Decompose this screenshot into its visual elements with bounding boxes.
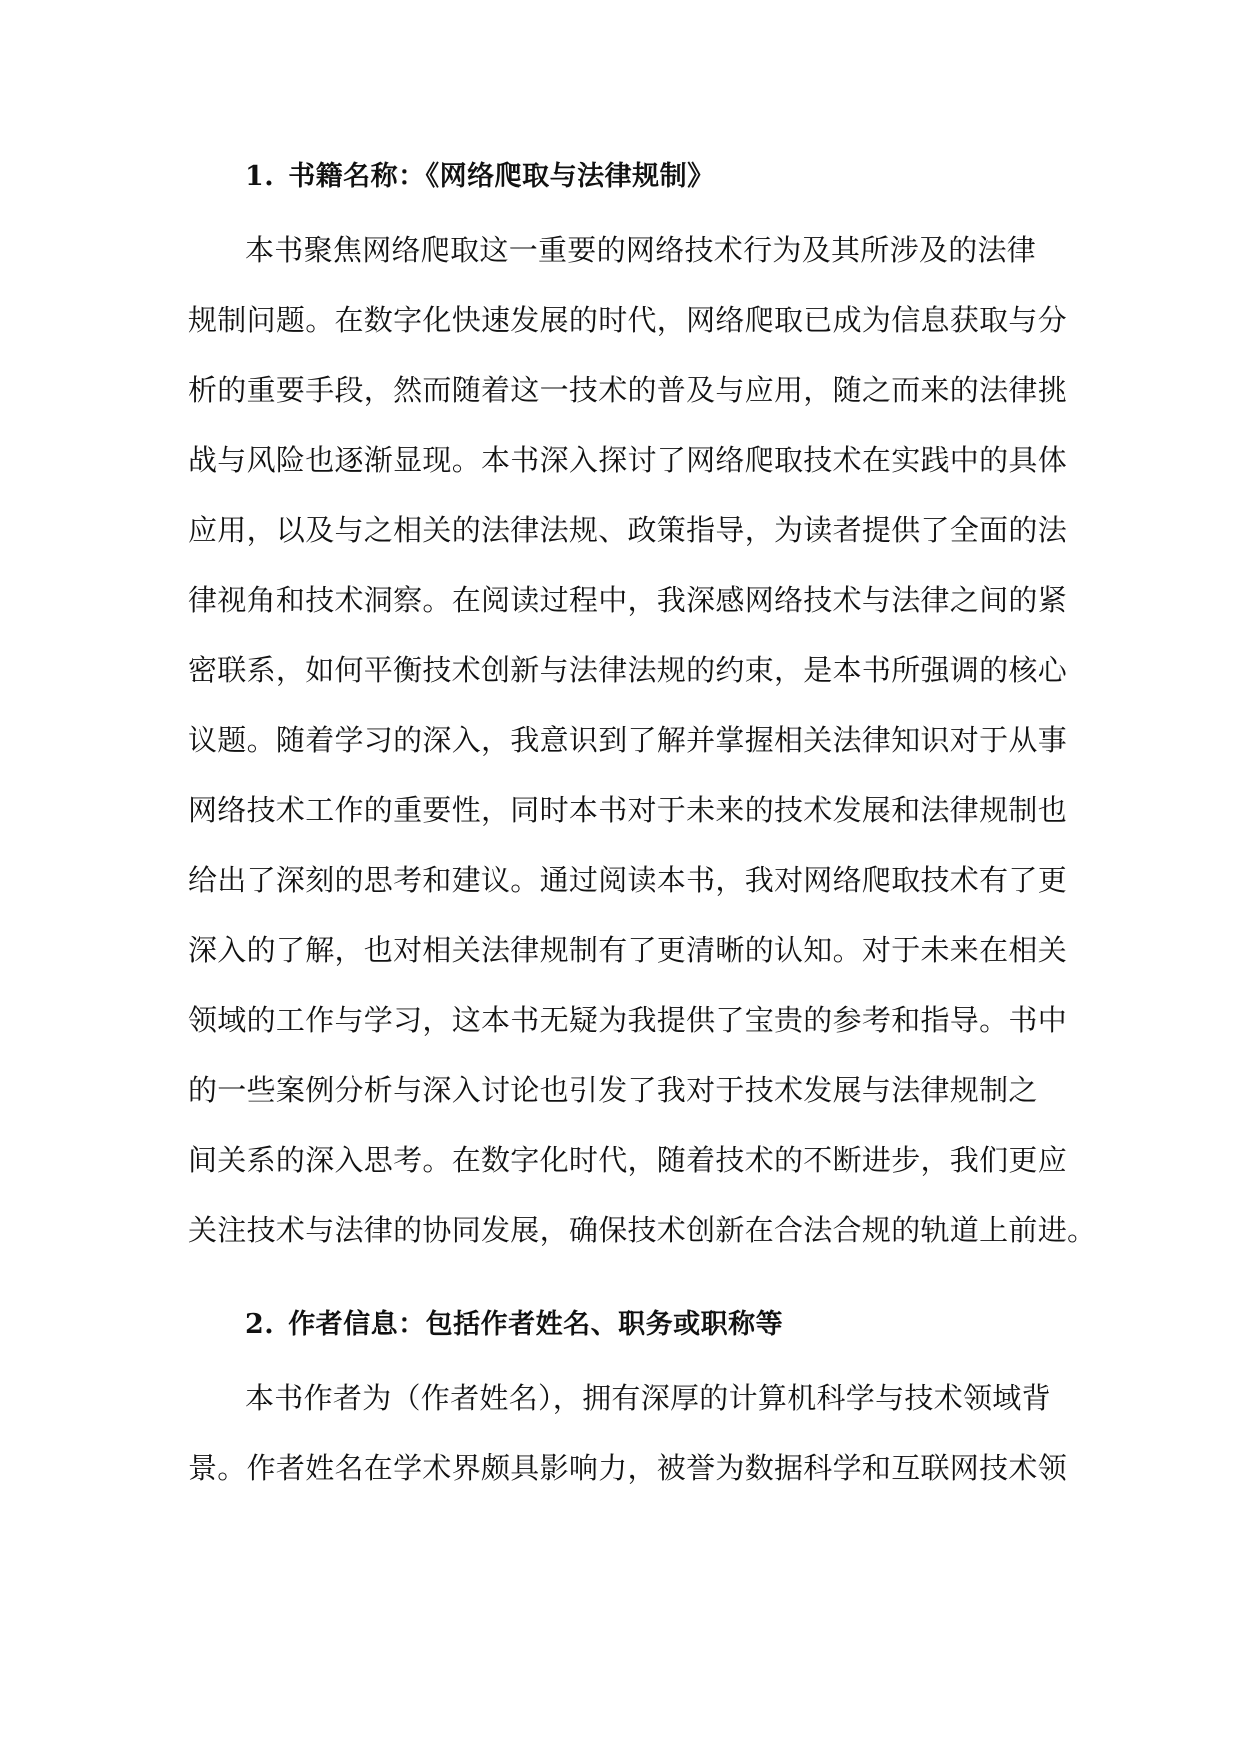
- paragraph-line: 应用，以及与之相关的法律法规、政策指导，为读者提供了全面的法: [188, 513, 1068, 547]
- paragraph-line: 议题。随着学习的深入，我意识到了解并掌握相关法律知识对于从事: [188, 723, 1068, 757]
- paragraph-line: 律视角和技术洞察。在阅读过程中，我深感网络技术与法律之间的紧: [188, 583, 1068, 617]
- paragraph-line: 领域的工作与学习，这本书无疑为我提供了宝贵的参考和指导。书中: [188, 1003, 1068, 1037]
- section-1-title: 书籍名称：《网络爬取与法律规制》: [288, 161, 715, 192]
- paragraph-line: 密联系，如何平衡技术创新与法律法规的约束，是本书所强调的核心: [188, 653, 1068, 687]
- section-2-title: 作者信息：包括作者姓名、职务或职称等: [288, 1309, 784, 1340]
- paragraph-line: 给出了深刻的思考和建议。通过阅读本书，我对网络爬取技术有了更: [188, 863, 1068, 897]
- paragraph-line: 本书作者为（作者姓名），拥有深厚的计算机科学与技术领域背: [245, 1381, 1051, 1415]
- paragraph-line: 析的重要手段，然而随着这一技术的普及与应用，随之而来的法律挑: [188, 373, 1068, 407]
- section-1-heading: [245, 154, 715, 193]
- paragraph-line: 网络技术工作的重要性，同时本书对于未来的技术发展和法律规制也: [188, 793, 1068, 827]
- section-2-heading: [245, 1302, 783, 1341]
- paragraph-line: 深入的了解，也对相关法律规制有了更清晰的认知。对于未来在相关: [188, 933, 1068, 967]
- section-1-number: 1.: [245, 161, 275, 192]
- paragraph-line: 规制问题。在数字化快速发展的时代，网络爬取已成为信息获取与分: [188, 303, 1068, 337]
- paragraph-line: 的一些案例分析与深入讨论也引发了我对于技术发展与法律规制之: [188, 1073, 1038, 1107]
- paragraph-line: 本书聚焦网络爬取这一重要的网络技术行为及其所涉及的法律: [245, 233, 1037, 267]
- paragraph-line: 景。作者姓名在学术界颇具影响力，被誉为数据科学和互联网技术领: [188, 1451, 1068, 1485]
- section-2-number: 2.: [245, 1309, 275, 1340]
- paragraph-line: 战与风险也逐渐显现。本书深入探讨了网络爬取技术在实践中的具体: [188, 443, 1068, 477]
- paragraph-line: 关注技术与法律的协同发展，确保技术创新在合法合规的轨道上前进。: [188, 1213, 1097, 1247]
- paragraph-line: 间关系的深入思考。在数字化时代，随着技术的不断进步，我们更应: [188, 1143, 1068, 1177]
